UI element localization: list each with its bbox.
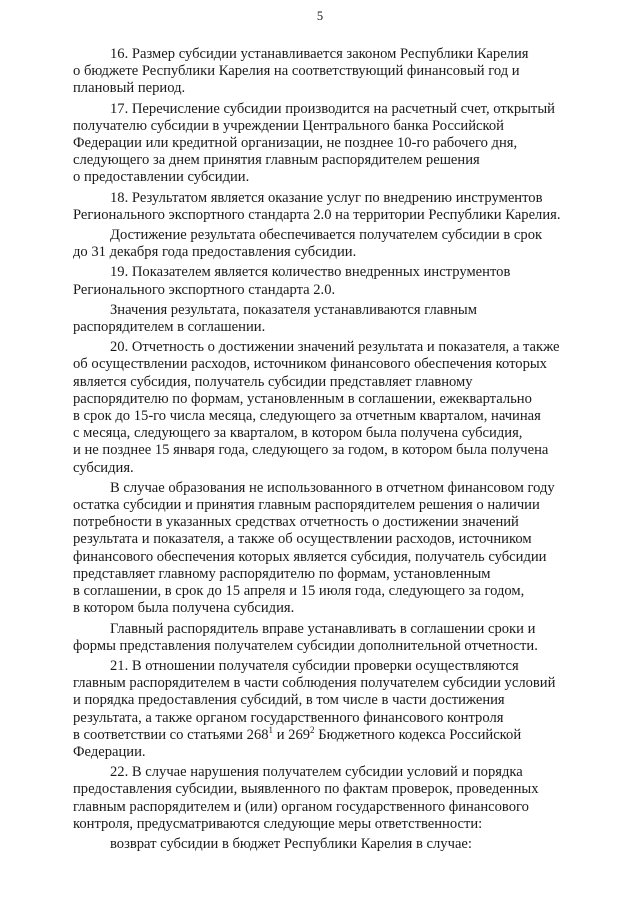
text-line: распорядителю по формам, установленным в соглашении, ежеквартально [73, 390, 532, 407]
text-line: и не позднее 15 января года, следующего за годом, в котором была получена [73, 442, 549, 459]
text-line: 16. Размер субсидии устанавливается законом Республики Карелия [110, 46, 529, 62]
text-line: Значения результата, показателя устанавливаются главным [110, 301, 477, 318]
text-line: в срок до 15-го числа месяца, следующего за отчетным кварталом, начиная [73, 408, 541, 425]
paragraph-20-additional [73, 621, 588, 655]
text-line: 18. Результатом является оказание услуг по внедрению инструментов [110, 189, 543, 206]
text-line-with-footnote-refs [73, 724, 588, 744]
superscript: 1 [268, 724, 274, 735]
text-line: Регионального экспортного стандарта 2.0 на территории Республики Карелия. [73, 206, 561, 223]
text-line: финансового обеспечения которых является субсидия, получатель субсидии [73, 548, 547, 565]
text-line: Регионального экспортного стандарта 2.0. [73, 281, 336, 298]
paragraph-22-return [73, 836, 588, 853]
text-line: в соглашении, в срок до 15 апреля и 15 июля года, следующего за годом, [73, 583, 525, 600]
paragraph-17 [73, 101, 588, 187]
paragraph-22 [73, 764, 588, 833]
text-line: В случае образования не использованного в отчетном финансовом году [110, 479, 555, 496]
text-line: о предоставлении субсидии. [73, 169, 250, 186]
text-segment: и 269 [273, 726, 311, 743]
text-line: плановый период. [73, 80, 186, 97]
text-line: Федерации. [73, 743, 146, 760]
text-line: о бюджете Республики Карелия на соответствующий финансовый год и [73, 63, 520, 80]
text-line: потребности в указанных средствах отчетность о достижении значений [73, 514, 519, 531]
text-line: получателю субсидии в учреждении Центрального банка Российской [73, 117, 504, 134]
text-line: является субсидия, получатель субсидии представляет главному [73, 373, 473, 390]
superscript: 2 [310, 724, 315, 735]
paragraph-18 [73, 190, 588, 224]
text-line: с месяца, следующего за кварталом, в котором была получена субсидия, [73, 425, 523, 442]
text-line: формы представления получателем субсидии дополнительной отчетности. [73, 637, 538, 654]
text-segment: Бюджетного кодекса Российской [314, 726, 522, 743]
paragraph-18-result [73, 227, 588, 261]
text-line: 22. В случае нарушения получателем субсидии условий и порядка [110, 764, 523, 781]
text-line: возврат субсидии в бюджет Республики Карелия в случае: [110, 835, 472, 852]
text-line: главным распорядителем и (или) органом государственного финансового [73, 798, 529, 815]
text-line: главным распорядителем в части соблюдения получателем субсидии условий [73, 675, 556, 692]
text-line: Федерации или кредитной организации, не позднее 10-го рабочего дня, [73, 135, 518, 152]
text-line: Главный распорядитель вправе устанавливать в соглашении сроки и [110, 620, 536, 637]
paragraph-20 [73, 339, 588, 477]
text-line: об осуществлении расходов, источником финансового обеспечения которых [73, 356, 547, 373]
text-line: до 31 декабря года предоставления субсидии. [73, 244, 357, 261]
paragraph-20-remainder [73, 480, 588, 618]
text-line: распорядителем в соглашении. [73, 319, 266, 336]
page-number: 5 [316, 9, 324, 23]
text-line: результата и показателя, а также об осуществлении расходов, источником [73, 531, 532, 548]
text-line: и порядка предоставления субсидий, в том числе в части достижения [73, 692, 505, 709]
text-line: Достижение результата обеспечивается получателем субсидии в срок [110, 227, 543, 244]
text-line: следующего за днем принятия главным распорядителем решения [73, 152, 480, 169]
paragraph-19 [73, 264, 588, 298]
text-line: представляет главному распорядителю по формам, установленным [73, 565, 491, 582]
paragraph-16 [73, 46, 588, 98]
text-line: остатка субсидии и принятия главным распорядителем решения о наличии [73, 497, 540, 514]
text-line: 21. В отношении получателя субсидии проверки осуществляются [110, 657, 519, 674]
paragraph-21 [73, 658, 588, 761]
paragraph-19-values [73, 302, 588, 336]
text-line: 19. Показателем является количество внедренных инструментов [110, 264, 511, 281]
text-line: результата, а также органом государственного финансового контроля [73, 709, 504, 726]
text-segment: в соответствии со статьями 268 [73, 726, 269, 743]
text-line: предоставления субсидии, выявленного по фактам проверок, проведенных [73, 781, 539, 798]
text-line: 20. Отчетность о достижении значений результата и показателя, а также [110, 339, 560, 356]
text-line: контроля, предусматриваются следующие меры ответственности: [73, 815, 483, 832]
text-line: 17. Перечисление субсидии производится на расчетный счет, открытый [110, 100, 555, 117]
document-body [73, 46, 588, 853]
text-line: в котором была получена субсидия. [73, 600, 295, 617]
text-line: субсидия. [73, 459, 134, 476]
